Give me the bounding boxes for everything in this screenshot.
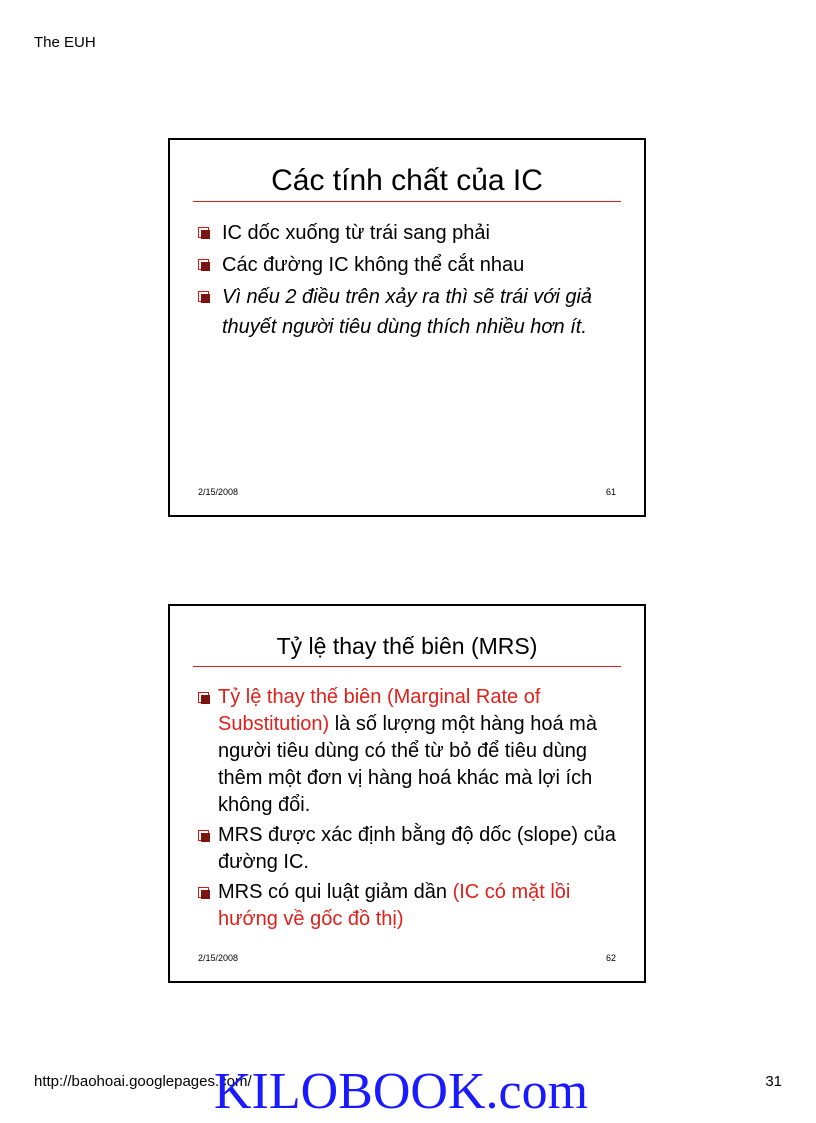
slide-title: Các tính chất của IC [271, 164, 543, 197]
title-divider [193, 201, 621, 202]
square-bullet-icon [198, 830, 209, 841]
bullet-text-highlight: (IC có mặt lồi hướng về gốc đồ thị) [218, 881, 571, 930]
slide-number: 61 [605, 487, 616, 497]
list-item [198, 282, 626, 342]
square-bullet-icon [198, 259, 209, 270]
bullet-list [198, 684, 626, 936]
bullet-text: MRS có qui luật giảm dần [218, 881, 453, 903]
footer-url: http://baohoai.googlepages.com/ [34, 1073, 252, 1090]
list-item [198, 218, 626, 248]
list-item [198, 684, 626, 819]
list-item [198, 822, 626, 876]
slide-date: 2/15/2008 [198, 953, 239, 963]
list-item [198, 250, 626, 280]
square-bullet-icon [198, 291, 209, 302]
square-bullet-icon [198, 227, 209, 238]
slide-date: 2/15/2008 [198, 487, 239, 497]
slide-title: Tỷ lệ thay thế biên (MRS) [276, 633, 538, 659]
page-number: 31 [765, 1073, 782, 1090]
square-bullet-icon [198, 887, 209, 898]
bullet-text: IC dốc xuống từ trái sang phải [222, 222, 490, 244]
bullet-text: là số lượng một hàng hoá mà người tiêu dùng có thể từ bỏ để tiêu dùng thêm một đơn vị hàng hoá khác mà lợi ích không đổi. [218, 713, 597, 816]
bullet-list [198, 218, 626, 344]
bullet-text-highlight: Tỷ lệ thay thế biên (Marginal Rate of Substitution) [218, 686, 541, 735]
slide-number: 62 [605, 953, 616, 963]
slide-61 [168, 138, 646, 517]
title-divider [193, 666, 621, 667]
list-item [198, 879, 626, 933]
bullet-text: Vì nếu 2 điều trên xảy ra thì sẽ trái với giả thuyết người tiêu dùng thích nhiều hơn ít. [222, 286, 593, 338]
square-bullet-icon [198, 692, 209, 703]
bullet-text: MRS được xác định bằng độ dốc (slope) của đường IC. [218, 824, 616, 873]
slide-62 [168, 604, 646, 983]
page-header: The EUH [34, 34, 96, 51]
bullet-text: Các đường IC không thể cắt nhau [222, 254, 525, 276]
watermark: KILOBOOK.com [214, 1063, 589, 1120]
